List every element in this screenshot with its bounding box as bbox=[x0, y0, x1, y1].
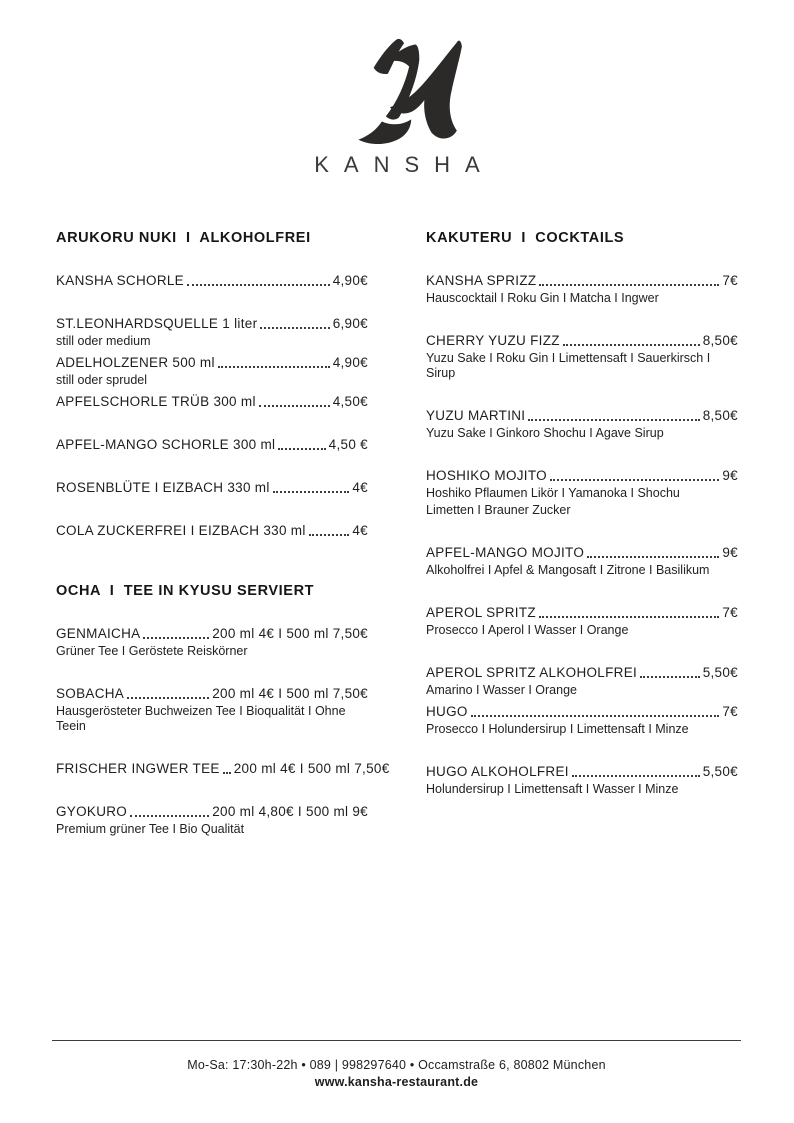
item-name: HUGO ALKOHOLFREI bbox=[426, 764, 569, 779]
item-price: 5,50€ bbox=[702, 665, 738, 680]
item-name: APFELSCHORLE TRÜB 300 ml bbox=[56, 394, 256, 409]
dotted-leader bbox=[143, 637, 209, 639]
menu-section bbox=[426, 230, 738, 797]
section-title: KAKUTERU I COCKTAILS bbox=[426, 230, 625, 246]
item-price: 9€ bbox=[722, 545, 738, 560]
item-row bbox=[56, 523, 368, 539]
item-name: CHERRY YUZU FIZZ bbox=[426, 333, 560, 348]
column-left bbox=[56, 230, 390, 837]
menu-item bbox=[56, 626, 368, 659]
item-row bbox=[56, 355, 368, 371]
item-price: 7€ bbox=[722, 273, 738, 288]
item-description: Limetten I Brauner Zucker bbox=[426, 503, 571, 517]
footer-website: www.kansha-restaurant.de bbox=[314, 1075, 479, 1089]
footer-contact-info: Mo-Sa: 17:30h-22h • 089 | 998297640 • Occamstraße 6, 80802 München bbox=[187, 1058, 606, 1072]
item-row bbox=[56, 394, 368, 410]
dotted-leader bbox=[187, 284, 330, 286]
item-name: FRISCHER INGWER TEE bbox=[56, 761, 220, 776]
section-title: ARUKORU NUKI I ALKOHOLFREI bbox=[56, 230, 311, 246]
item-row bbox=[426, 605, 738, 621]
menu-item bbox=[56, 686, 368, 734]
menu-item bbox=[56, 480, 368, 496]
item-name: GENMAICHA bbox=[56, 626, 141, 641]
menu-item bbox=[56, 437, 368, 453]
item-price: 9€ bbox=[722, 468, 738, 483]
item-row bbox=[56, 804, 368, 820]
item-price: 200 ml 4€ I 500 ml 7,50€ bbox=[212, 626, 368, 641]
dotted-leader bbox=[640, 676, 700, 678]
item-name: GYOKURO bbox=[56, 804, 128, 819]
menu-item bbox=[426, 468, 738, 518]
item-row bbox=[56, 273, 368, 289]
menu-item bbox=[426, 273, 738, 306]
dotted-leader bbox=[563, 344, 700, 346]
brand-wordmark: KANSHA bbox=[314, 152, 495, 177]
item-row bbox=[426, 273, 738, 289]
menu-item bbox=[426, 408, 738, 441]
item-row bbox=[56, 626, 368, 642]
menu-section bbox=[56, 230, 368, 539]
item-name: HUGO bbox=[426, 704, 468, 719]
dotted-leader bbox=[278, 448, 325, 450]
item-name: APEROL SPRITZ bbox=[426, 605, 536, 620]
item-name: ADELHOLZENER 500 ml bbox=[56, 355, 215, 370]
item-description: Amarino I Wasser I Orange bbox=[426, 683, 577, 697]
item-name: APFEL-MANGO MOJITO bbox=[426, 545, 585, 560]
item-price: 6,90€ bbox=[332, 316, 368, 331]
dotted-leader bbox=[528, 419, 699, 421]
dotted-leader bbox=[309, 534, 350, 536]
menu-item bbox=[56, 804, 368, 837]
item-price: 8,50€ bbox=[702, 333, 738, 348]
item-name: APEROL SPRITZ ALKOHOLFREI bbox=[426, 665, 638, 680]
item-name: KANSHA SPRIZZ bbox=[426, 273, 537, 288]
item-name: APFEL-MANGO SCHORLE 300 ml bbox=[56, 437, 276, 452]
menu-item bbox=[56, 394, 368, 410]
item-description: Holundersirup I Limettensaft I Wasser I Minze bbox=[426, 782, 679, 796]
item-description: Prosecco I Aperol I Wasser I Orange bbox=[426, 623, 629, 637]
dotted-leader bbox=[587, 556, 719, 558]
menu-item bbox=[56, 355, 368, 388]
menu-item bbox=[56, 761, 390, 777]
item-price: 4,50 € bbox=[328, 437, 368, 452]
item-description: Prosecco I Holundersirup I Limettensaft I Minze bbox=[426, 722, 689, 736]
item-name: ROSENBLÜTE I EIZBACH 330 ml bbox=[56, 480, 270, 495]
item-row bbox=[56, 316, 368, 332]
dotted-leader bbox=[550, 479, 719, 481]
dotted-leader bbox=[539, 616, 719, 618]
menu-item bbox=[426, 545, 738, 578]
menu-item bbox=[426, 665, 738, 698]
brand-header bbox=[0, 33, 794, 178]
item-price: 8,50€ bbox=[702, 408, 738, 423]
menu-item bbox=[426, 333, 738, 381]
menu-item bbox=[56, 273, 368, 289]
dotted-leader bbox=[223, 772, 231, 774]
item-description: Hauscocktail I Roku Gin I Matcha I Ingwer bbox=[426, 291, 659, 305]
dotted-leader bbox=[539, 284, 719, 286]
item-row bbox=[56, 437, 368, 453]
menu-item bbox=[56, 523, 368, 539]
item-price: 200 ml 4€ I 500 ml 7,50€ bbox=[212, 686, 368, 701]
item-description: Grüner Tee I Geröstete Reiskörner bbox=[56, 644, 248, 658]
item-name: YUZU MARTINI bbox=[426, 408, 526, 423]
dotted-leader bbox=[260, 327, 329, 329]
item-description: Hoshiko Pflaumen Likör I Yamanoka I Shochu bbox=[426, 486, 680, 500]
item-row bbox=[426, 333, 738, 349]
menu-item bbox=[426, 764, 738, 797]
menu-item bbox=[426, 704, 738, 737]
item-row bbox=[426, 704, 738, 720]
item-name: SOBACHA bbox=[56, 686, 125, 701]
item-description: Yuzu Sake I Roku Gin I Limettensaft I Sauerkirsch I Sirup bbox=[426, 351, 711, 380]
item-price: 200 ml 4,80€ I 500 ml 9€ bbox=[212, 804, 368, 819]
dotted-leader bbox=[471, 715, 720, 717]
item-description: Hausgerösteter Buchweizen Tee I Bioqualität I Ohne Teein bbox=[56, 704, 346, 733]
item-row bbox=[56, 480, 368, 496]
item-row bbox=[56, 686, 368, 702]
item-row bbox=[56, 761, 390, 777]
menu-item bbox=[426, 605, 738, 638]
dotted-leader bbox=[273, 491, 350, 493]
brush-k-icon bbox=[326, 33, 468, 145]
section-title: OCHA I TEE IN KYUSU SERVIERT bbox=[56, 583, 315, 599]
item-name: ST.LEONHARDSQUELLE 1 liter bbox=[56, 316, 258, 331]
item-description: Alkoholfrei I Apfel & Mangosaft I Zitrone I Basilikum bbox=[426, 563, 710, 577]
menu-section bbox=[56, 583, 390, 837]
item-name: COLA ZUCKERFREI I EIZBACH 330 ml bbox=[56, 523, 306, 538]
dotted-leader bbox=[259, 405, 330, 407]
dotted-leader bbox=[127, 697, 209, 699]
item-row bbox=[426, 665, 738, 681]
item-row bbox=[426, 545, 738, 561]
item-description: still oder sprudel bbox=[56, 373, 148, 387]
item-price: 7€ bbox=[722, 704, 738, 719]
menu-item bbox=[56, 316, 368, 349]
item-price: 200 ml 4€ I 500 ml 7,50€ bbox=[233, 761, 390, 776]
item-price: 5,50€ bbox=[702, 764, 738, 779]
item-description: still oder medium bbox=[56, 334, 151, 348]
dotted-leader bbox=[572, 775, 700, 777]
item-description: Yuzu Sake I Ginkoro Shochu I Agave Sirup bbox=[426, 426, 664, 440]
item-name: HOSHIKO MOJITO bbox=[426, 468, 547, 483]
menu-columns bbox=[56, 230, 738, 837]
item-price: 4,90€ bbox=[332, 355, 368, 370]
item-name: KANSHA SCHORLE bbox=[56, 273, 184, 288]
item-price: 7€ bbox=[722, 605, 738, 620]
item-description: Premium grüner Tee I Bio Qualität bbox=[56, 822, 245, 836]
item-price: 4€ bbox=[352, 523, 368, 538]
item-price: 4,90€ bbox=[332, 273, 368, 288]
item-price: 4,50€ bbox=[332, 394, 368, 409]
dotted-leader bbox=[218, 366, 330, 368]
page-footer bbox=[52, 1040, 741, 1089]
item-row bbox=[426, 468, 738, 484]
item-price: 4€ bbox=[352, 480, 368, 495]
dotted-leader bbox=[130, 815, 209, 817]
item-row bbox=[426, 764, 738, 780]
footer-divider bbox=[52, 1040, 741, 1041]
column-right bbox=[426, 230, 738, 837]
item-row bbox=[426, 408, 738, 424]
